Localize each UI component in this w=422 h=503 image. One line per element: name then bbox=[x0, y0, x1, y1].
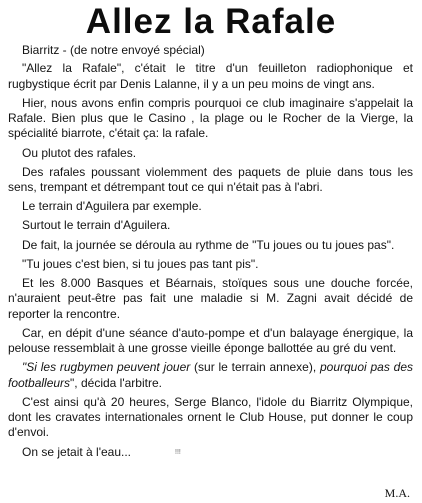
paragraph-10: Car, en dépit d'une séance d'auto-pompe et d'un balayage énergique, la pelouse ressemblait à une grosse vieille éponge ballottée au gré du vent. bbox=[8, 325, 413, 356]
author-signature: M.A. bbox=[384, 486, 410, 500]
paragraph-2: Hier, nous avons enfin compris pourquoi ce club imaginaire s'appelait la Rafale. Bien plus que le Casino , la plage ou le Rocher de la Vierge, la spécialité biarrote, c'était ça: la rafale. bbox=[8, 95, 413, 141]
paragraph-8: "Tu joues c'est bien, si tu joues pas tant pis". bbox=[22, 256, 259, 271]
paragraph-11-aside: (sur le terrain annexe), bbox=[190, 360, 320, 375]
stray-print-mark: !!! bbox=[175, 448, 181, 456]
paragraph-1: "Allez la Rafale", c'était le titre d'un feuilleton radiophonique et rugbystique écrit par Denis Lalanne, il y a un peu moins de vingt ans. bbox=[8, 61, 413, 91]
paragraph-7: De fait, la journée se déroula au rythme de "Tu joues ou tu joues pas". bbox=[22, 237, 395, 252]
headline: Allez la Rafale bbox=[85, 2, 337, 41]
dateline: Biarritz - (de notre envoyé spécial) bbox=[22, 43, 205, 57]
article-body bbox=[8, 43, 413, 460]
paragraph-11 bbox=[8, 360, 413, 391]
paragraph-11-quote-end: pourquoi pas des footballeurs bbox=[8, 360, 413, 390]
paragraph-13 bbox=[8, 445, 413, 460]
paragraph-9: Et les 8.000 Basques et Béarnais, stoïques sous une douche forcée, n'auraient peut-être pas fait une maladie si M. Zagni avait décidé de reporter la rencontre. bbox=[8, 275, 413, 321]
paragraph-11-quote-start: "Si les rugbymen peuvent jouer bbox=[22, 360, 191, 375]
paragraph-12: C'est ainsi qu'à 20 heures, Serge Blanco, l'idole du Biarritz Olympique, dont les cravates internationales ornent le Club House, put donner le coup d'envoi. bbox=[8, 394, 413, 440]
paragraph-4: Des rafales poussant violemment des paquets de pluie dans tous les sens, trempant et détrempant tout ce qui n'était pas à l'abri. bbox=[8, 164, 413, 195]
paragraph-11-attribution: ", décida l'arbitre. bbox=[70, 375, 162, 390]
paragraph-3: Ou plutot des rafales. bbox=[22, 145, 137, 160]
paragraph-5: Le terrain d'Aguilera par exemple. bbox=[22, 199, 202, 214]
paragraph-13-text: On se jetait à l'eau... bbox=[22, 444, 132, 459]
paragraph-6: Surtout le terrain d'Aguilera. bbox=[22, 218, 171, 233]
